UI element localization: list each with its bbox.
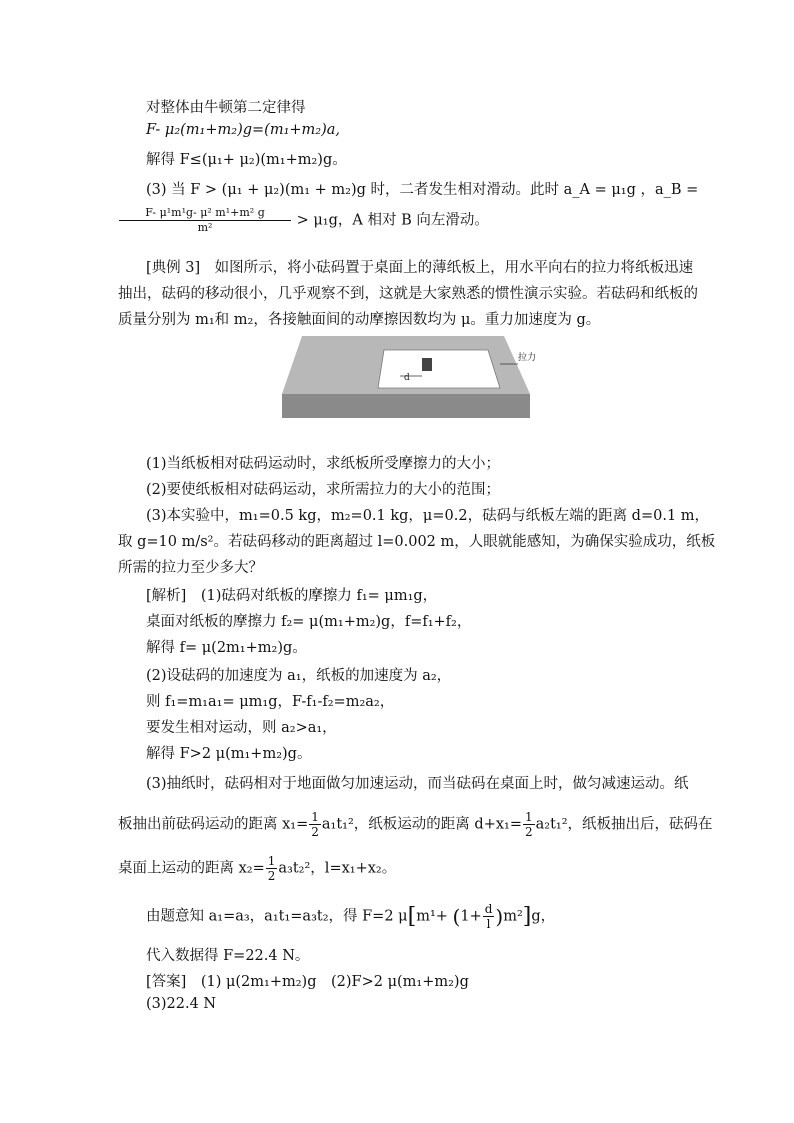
fraction-denominator: 2 (267, 869, 276, 883)
fraction-numerator: 1 (267, 854, 276, 868)
example-heading: [典例 3] 如图所示，将小砝码置于桌面上的薄纸板上，用水平向右的拉力将纸板迅速 (146, 260, 694, 276)
paper-board (378, 350, 500, 388)
text-span: a₁t₁²，纸板运动的距离 d+x₁= (321, 816, 522, 833)
label-force: 拉力 (518, 353, 537, 363)
solution-line (118, 854, 396, 883)
text-span: > μ₁g，A 相对 B 向左滑动。 (296, 212, 489, 229)
bracket-left: [ (407, 904, 417, 929)
text-span: m² (503, 908, 523, 925)
text-span: g， (531, 908, 556, 925)
question-2: (2)要使纸板相对砝码运动，求所需拉力的大小的范围； (146, 482, 501, 498)
text-span: a₃t₂²，l=x₁+x₂。 (278, 860, 397, 877)
solution-line (146, 902, 555, 931)
fraction-denominator: 2 (524, 825, 533, 839)
answer-line: [答案] (1) μ(2m₁+m₂)g (2)F>2 μ(m₁+m₂)g (146, 974, 469, 990)
solution-line: 桌面对纸板的摩擦力 f₂= μ(m₁+m₂)g，f=f₁+f₂， (146, 614, 472, 630)
text-span: 1+ (460, 908, 482, 925)
answer-line: (3)22.4 N (146, 996, 217, 1012)
bracket-right: ] (522, 904, 532, 929)
weight (422, 358, 432, 371)
paren-right: ) (495, 904, 504, 929)
text-line: 抽出，砝码的移动很小，几乎观察不到，这就是大家熟悉的惯性演示实验。若砝码和纸板的 (118, 286, 698, 302)
fraction-numerator: 1 (311, 810, 319, 824)
text-span: m¹+ (416, 908, 453, 925)
question-1: (1)当纸板相对砝码运动时，求纸板所受摩擦力的大小； (146, 456, 501, 472)
text-span: 由题意知 a₁=a₃，a₁t₁=a₃t₂，得 F=2 μ (146, 908, 408, 925)
paren-left: ( (452, 904, 461, 929)
equation-line: F- μ₂(m₁+m₂)g=(m₁+m₂)a, (146, 122, 341, 138)
text-span: 板抽出前砝码运动的距离 x₁= (118, 816, 309, 833)
label-d: d (404, 373, 410, 383)
fraction-numerator: F- μ¹m¹g- μ² m¹+m² g (119, 206, 291, 221)
question-3: 取 g=10 m/s²。若砝码移动的距离超过 l=0.002 m，人眼就能感知，为确保实验成功，纸板 (118, 534, 716, 550)
fraction-line (118, 206, 489, 235)
text-line: 解得 F≤(μ₁+ μ₂)(m₁+m₂)g。 (146, 152, 347, 168)
fraction-denominator: m² (197, 221, 213, 234)
solution-line (118, 810, 713, 839)
solution-line: 要发生相对运动，则 a₂>a₁， (146, 720, 337, 736)
fraction-numerator: 1 (524, 810, 533, 824)
solution-line: 代入数据得 F=22.4 N。 (146, 948, 310, 964)
solution-line: 则 f₁=m₁a₁= μm₁g，F-f₁-f₂=m₂a₂， (146, 694, 395, 710)
fraction-numerator: d (484, 902, 493, 916)
solution-line: (2)设砝码的加速度为 a₁，纸板的加速度为 a₂， (146, 668, 452, 684)
text-line: (3) 当 F > (μ₁ + μ₂)(m₁ + m₂)g 时，二者发生相对滑动。此时 a_A = μ₁g ，a_B = (146, 182, 699, 198)
solution-line: (3)抽纸时，砝码相对于地面做匀加速运动，而当砝码在桌面上时，做匀减速运动。纸 (146, 776, 689, 792)
solution-line: 解得 f= μ(2m₁+m₂)g。 (146, 640, 307, 656)
table-front (282, 394, 530, 418)
question-3: 所需的拉力至少多大？ (118, 560, 263, 576)
experiment-figure (282, 330, 537, 434)
solution-line: [解析] (1)砝码对纸板的摩擦力 f₁= μm₁g， (146, 588, 438, 604)
fraction-denominator: l (486, 917, 491, 931)
text-span: a₂t₁²，纸板抽出后，砝码在 (535, 816, 713, 833)
question-3: (3)本实验中，m₁=0.5 kg，m₂=0.1 kg，μ=0.2，砝码与纸板左端的距离 d=0.1 m， (146, 508, 710, 524)
fraction-denominator: 2 (311, 825, 319, 839)
text-line: 质量分别为 m₁和 m₂，各接触面间的动摩擦因数均为 μ。重力加速度为 g。 (118, 312, 601, 328)
text-line: 对整体由牛顿第二定律得 (146, 100, 306, 116)
text-span: 桌面上运动的距离 x₂= (118, 860, 265, 877)
solution-line: 解得 F>2 μ(m₁+m₂)g。 (146, 746, 312, 762)
